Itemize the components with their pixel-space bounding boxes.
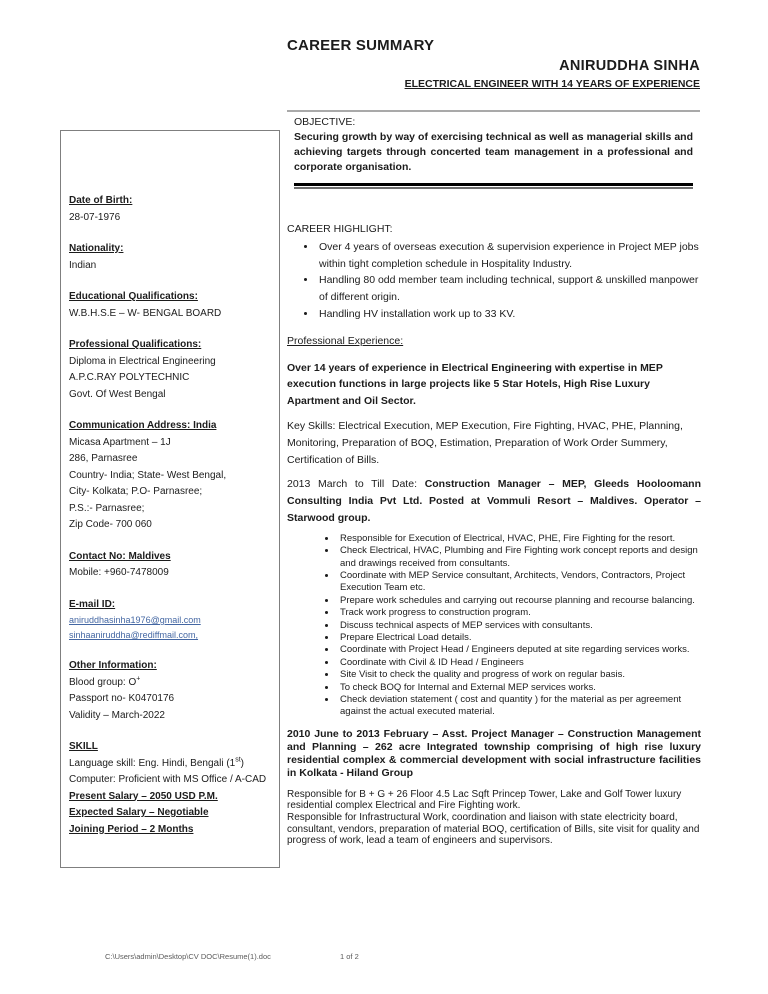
list-item: • Site Visit to check the quality and progress of work on regular basis.: [337, 669, 701, 681]
experience-2010-details: [287, 789, 701, 847]
email-link-rediffmail[interactable]: sinhaaniruddha@rediffmail.com,: [69, 630, 199, 640]
sidebar-section-address: [69, 418, 276, 534]
educational-label: Educational Qualifications:: [69, 291, 198, 302]
footer-page-indicator: 1 of 2: [340, 952, 359, 961]
sidebar-section-contact: [69, 549, 276, 582]
sidebar-section-educational: [69, 289, 276, 322]
career-highlight-list: [287, 239, 701, 323]
list-item: • Handling 80 odd member team including technical, support & unskilled manpower of different origin.: [317, 272, 701, 306]
language-superscript: st: [235, 756, 241, 764]
list-item: • Over 4 years of overseas execution & supervision experience in Project MEP jobs within tight completion schedule in Hospitality Industry.: [317, 239, 701, 273]
blood-group-line: Blood group: O+: [69, 675, 141, 688]
address-label: Communication Address: India: [69, 420, 217, 431]
objective-section: [287, 110, 700, 189]
dob-label: Date of Birth:: [69, 195, 133, 206]
experience-2013-prefix: 2013 March to Till Date:: [287, 478, 425, 491]
header-name-block: [287, 58, 700, 90]
list-item: • To check BOQ for Internal and External MEP services works.: [337, 682, 701, 694]
address-line: Micasa Apartment – 1J: [69, 436, 171, 448]
experience-2013-duties-list: [287, 533, 701, 719]
professional-line: A.P.C.RAY POLYTECHNIC: [69, 372, 190, 383]
experience-2010-para2: Responsible for Infrastructural Work, coordination and liaison with state electricity board, consultant, vendors, preparation of material BOQ, certification of Bills, site visit for quality and progress of work, lead a team of engineers and supervisors.: [287, 812, 700, 847]
language-skill-line: Language skill: Eng. Hindi, Bengali (1st): [69, 756, 245, 769]
sidebar-section-skill: [69, 739, 276, 838]
list-item: • Coordinate with Civil & ID Head / Engineers: [337, 657, 701, 669]
list-item: • Check Electrical, HVAC, Plumbing and Fire Fighting work concept reports and design and drawings received from consultants.: [337, 545, 701, 570]
career-highlight-label: CAREER HIGHLIGHT:: [287, 223, 393, 235]
footer-file-path: C:\Users\admin\Desktop\CV DOC\Resume(1).doc: [105, 952, 271, 961]
experience-2013-title: Construction Manager – MEP, Gleeds Hooloomann Consulting India Pvt Ltd. Posted at Vommuli Resort – Maldives. Operator – Starwood group.: [287, 478, 701, 524]
list-item: • Handling HV installation work up to 33 KV.: [317, 306, 701, 323]
skill-label: SKILL: [69, 741, 98, 752]
email-link-gmail[interactable]: aniruddhasinha1976@gmail.com: [69, 615, 201, 625]
list-item: • Check deviation statement ( cost and quantity ) for the material as per agreement against the actual executed material.: [337, 694, 701, 719]
blood-group-superscript: +: [136, 675, 141, 683]
doc-title: CAREER SUMMARY: [287, 37, 435, 54]
objective-text: Securing growth by way of exercising technical as well as managerial skills and achieving targets through concerted team management in a professional and corporate organisation.: [294, 131, 693, 173]
educational-value: W.B.H.S.E – W- BENGAL BOARD: [69, 307, 222, 319]
nationality-label: Nationality:: [69, 243, 124, 254]
experience-summary: Over 14 years of experience in Electrical Engineering with expertise in MEP execution functions in large projects like 5 Star Hotels, High Rise Luxury Apartment and Oil Sector.: [287, 361, 663, 408]
footer: [105, 952, 359, 961]
sidebar-section-email: [69, 597, 276, 644]
dob-value: 28-07-1976: [69, 211, 121, 223]
email-label: E-mail ID:: [69, 598, 116, 610]
joining-period-line: Joining Period – 2 Months: [69, 823, 194, 835]
list-item: • Discuss technical aspects of MEP services with consultants.: [337, 620, 701, 632]
list-item: • Prepare Electrical Load details.: [337, 632, 701, 644]
professional-experience-heading: Professional Experience:: [287, 334, 404, 347]
contact-value: Mobile: +960-7478009: [69, 567, 169, 578]
sidebar-section-other-info: [69, 658, 276, 724]
address-line: City- Kolkata; P.O- Parnasree;: [69, 486, 203, 497]
section-divider: [294, 183, 693, 189]
other-info-label: Other Information:: [69, 660, 157, 671]
experience-2010-para1: Responsible for B + G + 26 Floor 4.5 Lac Sqft Princep Tower, Lake and Golf Tower luxury residential complex Electrical and Fire Fighting work.: [287, 788, 682, 812]
sidebar-section-professional: [69, 337, 276, 403]
address-line: Zip Code- 700 060: [69, 519, 152, 530]
expected-salary-line: Expected Salary – Negotiable: [69, 807, 209, 818]
address-line: 286, Parnasree: [69, 453, 138, 464]
list-item: • Prepare work schedules and carrying out recourse planning and recourse balancing.: [337, 595, 701, 607]
professional-line: Govt. Of West Bengal: [69, 388, 166, 400]
experience-2010-heading: 2010 June to 2013 February – Asst. Project Manager – Construction Management and Planning – 262 acre Integrated township comprising of high rise luxury residential complex & commercial development with social infrastructure facilities in Kolkata - Hiland Group: [287, 727, 701, 779]
address-line: P.S.:- Parnasree;: [69, 502, 145, 514]
professional-line: Diploma in Electrical Engineering: [69, 355, 216, 367]
list-item: • Coordinate with Project Head / Engineers deputed at site regarding services works.: [337, 644, 701, 656]
key-skills-paragraph: Key Skills: Electrical Execution, MEP Execution, Fire Fighting, HVAC, PHE, Planning, Monitoring, Preparation of BOQ, Estimation, Preparation of Work Order Summery, Certification of Bills.: [287, 419, 683, 466]
passport-line: Passport no- K0470176: [69, 693, 175, 704]
candidate-subtitle: ELECTRICAL ENGINEER WITH 14 YEARS OF EXPERIENCE: [404, 78, 700, 90]
personal-details-panel: [60, 130, 280, 868]
contact-label: Contact No: Maldives: [69, 550, 171, 562]
sidebar-section-nationality: [69, 241, 276, 274]
list-item: • Track work progress to construction program.: [337, 607, 701, 619]
list-item: • Coordinate with MEP Service consultant, Architects, Vendors, Contractors, Project Execution Team etc.: [337, 570, 701, 595]
nationality-value: Indian: [69, 259, 97, 271]
candidate-name: ANIRUDDHA SINHA: [559, 58, 700, 74]
sidebar-section-dob: [69, 193, 276, 226]
objective-label: OBJECTIVE:: [294, 116, 356, 128]
present-salary-line: Present Salary – 2050 USD P.M.: [69, 790, 218, 802]
address-line: Country- India; State- West Bengal,: [69, 469, 227, 481]
professional-label: Professional Qualifications:: [69, 339, 202, 350]
experience-2013-heading: [287, 476, 701, 526]
computer-skill-line: Computer: Proficient with MS Office / A-CAD: [69, 774, 267, 785]
list-item: • Responsible for Execution of Electrical, HVAC, PHE, Fire Fighting for the resort.: [337, 533, 701, 545]
validity-line: Validity – March-2022: [69, 709, 165, 721]
main-column: [287, 221, 701, 847]
